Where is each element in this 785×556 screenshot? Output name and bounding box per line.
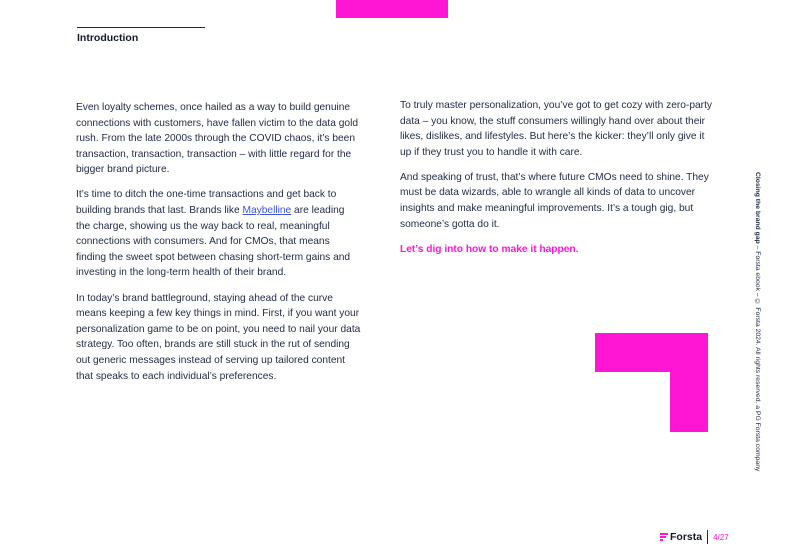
paragraph: In today’s brand battleground, staying ahead of the curve means keeping a few key things in mind. First, if you want your personalization game to be on point, you need to nail your data strategy. Too often, brands are still stuck in the rut of sending out generic messages instead of serving up tailored content that speaks to each individual’s preferences. (76, 292, 361, 382)
corner-accent-shape (670, 333, 708, 432)
forsta-logo (660, 531, 702, 543)
footer-divider (707, 530, 708, 544)
ebook-title: Closing the brand gap (754, 172, 761, 244)
right-column (400, 98, 715, 267)
section-title: Introduction (77, 32, 139, 44)
left-column (76, 100, 361, 394)
section-rule (77, 27, 205, 28)
paragraph (76, 187, 361, 281)
top-accent-bar (336, 0, 448, 18)
cta-text: Let’s dig into how to make it happen. (400, 243, 579, 255)
logo-text: Forsta (670, 531, 703, 543)
side-caption (751, 172, 761, 517)
footer (660, 529, 729, 545)
copyright-text: – Forsta ebook – © Forsta 2024. All rights reserved. a PG Forsta company (754, 243, 761, 472)
logo-mark-icon (660, 533, 668, 541)
paragraph-text: are leading the charge, showing us the way back to real, meaningful connections with consumers. And for CMOs, that means finding the sweet spot between chasing short-term gains and investing in the long-term health of their brand. (76, 205, 351, 279)
paragraph-text: It’s time to ditch the one-time transactions and get back to building brands that last. Brands like (76, 189, 337, 217)
paragraph: And speaking of trust, that’s where future CMOs need to shine. They must be data wizards, able to wrangle all kinds of data to uncover insights and make meaningful improvements. It’s a tough gig, but someone’s gotta do it. (400, 171, 709, 230)
maybelline-link[interactable]: Maybelline (242, 205, 292, 217)
paragraph: To truly master personalization, you’ve got to get cozy with zero-party data – you know, the stuff consumers willingly hand over about their likes, dislikes, and lifestyles. But here’s the kicker: they’ll only give it up if they trust you to handle it with care. (400, 100, 712, 158)
paragraph: Even loyalty schemes, once hailed as a way to build genuine connections with customers, have fallen victim to the data gold rush. From the late 2000s through the COVID chaos, it’s been transaction, transaction, transaction – with little regard for the bigger brand picture. (76, 102, 359, 176)
page-number: 4/27 (713, 532, 729, 542)
